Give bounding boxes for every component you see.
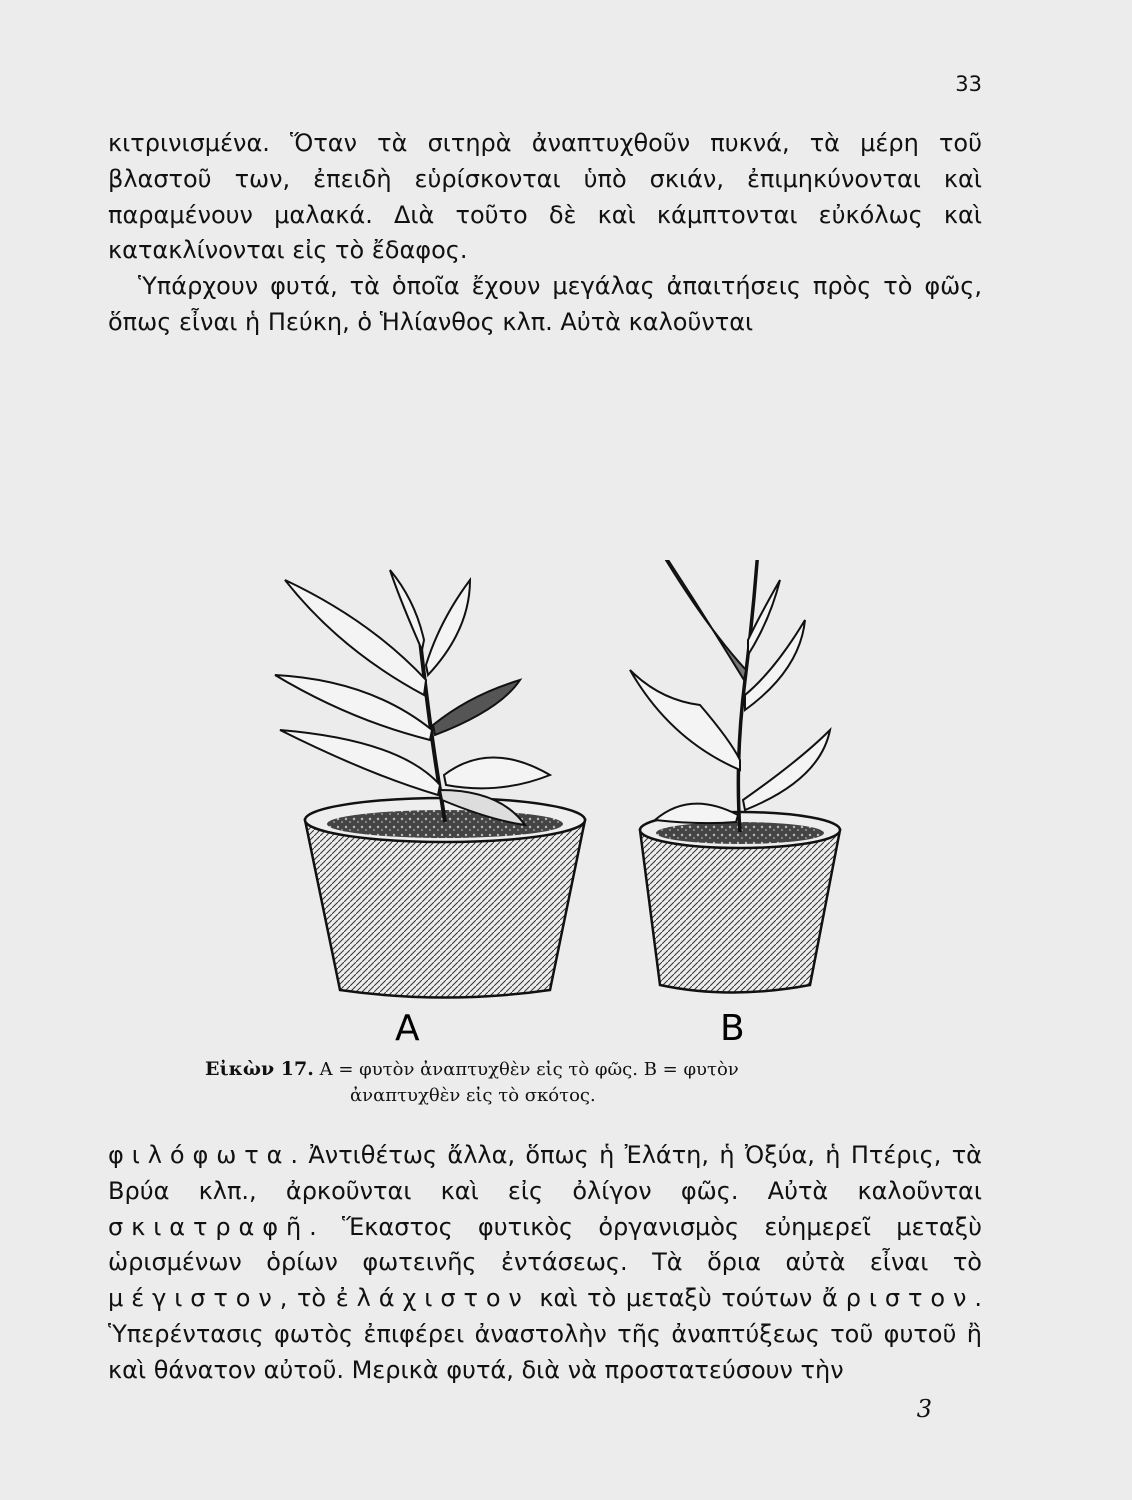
- caption-line-1: [205, 1056, 925, 1083]
- top-text-block: [108, 126, 982, 341]
- caption-label: Εἰκὼν 17.: [205, 1058, 314, 1080]
- paragraph-2: Ὑπάρχουν φυτά, τὰ ὁποῖα ἔχουν μεγάλας ἀπαιτήσεις πρὸς τὸ φῶς, ὅπως εἶναι ἡ Πεύκη, ὁ Ἡλίανθος κλπ. Αὐτὰ καλοῦνται: [108, 272, 982, 336]
- bottom-text-block: [108, 1138, 982, 1389]
- text-segment-3: , τὸ: [279, 1284, 336, 1313]
- term-maximum: μέγιστον: [108, 1284, 280, 1313]
- pot-a: [305, 820, 585, 998]
- text-segment-5: . Ὑπερέντασις φωτὸς ἐπιφέρει ἀναστολὴν τῆς ἀναπτύξεως τοῦ φυτοῦ ἢ καὶ θάνατον αὐτοῦ. Μερικὰ φυτά, διὰ νὰ προστατεύσουν τὴν: [108, 1284, 982, 1384]
- text-segment-1: . Ἀντιθέτως ἄλλα, ὅπως ἡ Ἐλάτη, ἡ Ὀξύα, ἡ Πτέρις, τὰ Βρύα κλπ., ἀρκοῦνται καὶ εἰς ὀλίγον φῶς. Αὐτὰ καλοῦνται: [108, 1141, 982, 1205]
- term-photophilous: φιλόφωτα: [108, 1141, 291, 1169]
- term-shade-tolerant: σκιατραφῆ: [108, 1212, 310, 1241]
- text-segment-4: καὶ τὸ μεταξὺ τούτων: [529, 1284, 822, 1313]
- plants-illustration: [200, 560, 920, 1060]
- caption-text-1: Α = φυτὸν ἀναπτυχθὲν εἰς τὸ φῶς. Β = φυτὸν: [319, 1059, 739, 1080]
- figure-17: [200, 560, 920, 1060]
- term-minimum: ἐλάχιστον: [335, 1284, 530, 1313]
- plant-b-label: B: [720, 1008, 745, 1049]
- plant-a: [275, 570, 585, 1049]
- pot-b: [640, 830, 840, 993]
- figure-caption: [205, 1056, 925, 1109]
- caption-line-2: ἀναπτυχθὲν εἰς τὸ σκότος.: [350, 1085, 596, 1106]
- plant-b: [630, 560, 840, 1049]
- page-number: 33: [955, 72, 982, 96]
- footer-signature-mark: 3: [916, 1395, 932, 1423]
- paragraph-3: [108, 1138, 982, 1389]
- paragraph-1: κιτρινισμένα. Ὅταν τὰ σιτηρὰ ἀναπτυχθοῦν πυκνά, τὰ μέρη τοῦ βλαστοῦ των, ἐπειδὴ εὑρίσκονται ὑπὸ σκιάν, ἐπιμηκύνονται καὶ παραμένουν μαλακά. Διὰ τοῦτο δὲ καὶ κάμπτονται εὐκόλως καὶ κατακλίνονται εἰς τὸ ἔδαφος.: [108, 129, 982, 265]
- term-optimum: ἄριστον: [821, 1284, 975, 1313]
- plant-a-label: A: [395, 1008, 420, 1049]
- text-segment-2: . Ἕκαστος φυτικὸς ὀργανισμὸς εὐημερεῖ μεταξὺ ὡρισμένων ὁρίων φωτεινῆς ἐντάσεως. Τὰ ὅρια αὐτὰ εἶναι τὸ: [108, 1212, 982, 1277]
